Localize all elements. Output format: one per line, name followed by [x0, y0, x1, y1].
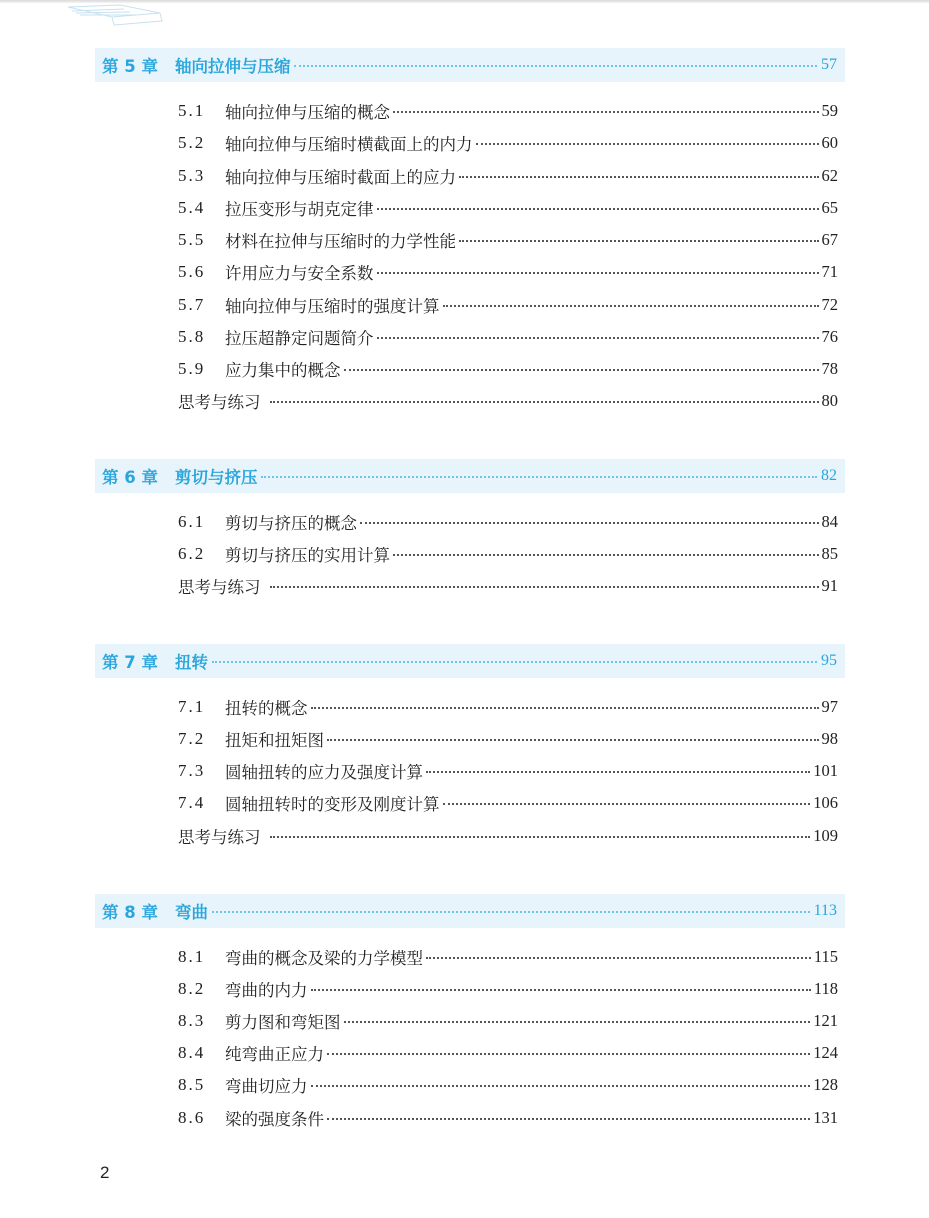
- section-title: 梁的强度条件: [225, 1110, 324, 1129]
- toc-entry[interactable]: [178, 294, 838, 316]
- section-page: 124: [813, 1043, 838, 1062]
- toc-entry[interactable]: [178, 946, 838, 968]
- section-number: 5.8: [178, 327, 206, 346]
- dot-leader: [377, 272, 819, 274]
- chapter-number: 第 8 章: [102, 903, 158, 922]
- toc-entry[interactable]: [178, 728, 838, 750]
- toc-entry[interactable]: [178, 165, 838, 187]
- section-page: 78: [821, 359, 838, 378]
- page-number: 2: [100, 1163, 110, 1182]
- toc-exercise-entry[interactable]: [178, 825, 838, 847]
- dot-leader: [270, 586, 819, 588]
- dot-leader: [360, 522, 819, 524]
- section-number: 7.4: [178, 793, 206, 812]
- section-page: 62: [821, 166, 838, 185]
- dot-leader: [261, 476, 817, 478]
- toc-entry[interactable]: [178, 1107, 838, 1129]
- chapter-number: 第 6 章: [102, 468, 158, 487]
- toc-entry[interactable]: [178, 543, 838, 565]
- exercise-title: 思考与练习: [178, 393, 261, 412]
- section-page: 76: [821, 327, 838, 346]
- section-title: 剪力图和弯矩图: [225, 1013, 341, 1032]
- exercise-page: 109: [813, 826, 838, 845]
- section-page: 115: [813, 947, 838, 966]
- toc-entry[interactable]: [178, 1042, 838, 1064]
- chapter-number: 第 5 章: [102, 57, 158, 76]
- section-page: 85: [821, 544, 838, 563]
- toc-exercise-entry[interactable]: [178, 575, 838, 597]
- toc-entry[interactable]: [178, 1074, 838, 1096]
- section-title: 弯曲的概念及梁的力学模型: [225, 949, 423, 968]
- section-title: 剪切与挤压的概念: [225, 514, 357, 533]
- section-page: 118: [813, 979, 838, 998]
- section-number: 8.5: [178, 1075, 206, 1094]
- chapter-page: 95: [821, 652, 837, 669]
- chapter-heading[interactable]: [95, 48, 845, 82]
- section-title: 许用应力与安全系数: [225, 264, 374, 283]
- dot-leader: [393, 554, 819, 556]
- section-number: 7.3: [178, 761, 206, 780]
- dot-leader: [311, 707, 819, 709]
- toc-entry[interactable]: [178, 511, 838, 533]
- dot-leader: [476, 143, 819, 145]
- dot-leader: [377, 337, 819, 339]
- chapter-heading[interactable]: [95, 894, 845, 928]
- section-title: 扭转的概念: [225, 699, 308, 718]
- section-number: 5.3: [178, 166, 206, 185]
- section-number: 6.1: [178, 512, 206, 531]
- section-title: 弯曲切应力: [225, 1077, 308, 1096]
- section-number: 8.6: [178, 1108, 206, 1127]
- dot-leader: [327, 1118, 810, 1120]
- toc-entry[interactable]: [178, 1010, 838, 1032]
- section-page: 121: [813, 1011, 838, 1030]
- toc-entry[interactable]: [178, 326, 838, 348]
- section-title: 轴向拉伸与压缩时的强度计算: [225, 297, 440, 316]
- toc-entry[interactable]: [178, 197, 838, 219]
- section-number: 5.9: [178, 359, 206, 378]
- chapter-page: 82: [821, 467, 837, 484]
- dot-leader: [443, 803, 811, 805]
- section-page: 84: [821, 512, 838, 531]
- dot-leader: [426, 957, 811, 959]
- dot-leader: [327, 739, 819, 741]
- chapter-title: 剪切与挤压: [174, 468, 258, 487]
- section-title: 轴向拉伸与压缩时截面上的应力: [225, 168, 456, 187]
- section-page: 97: [821, 697, 838, 716]
- dot-leader: [212, 661, 817, 663]
- section-number: 5.7: [178, 295, 206, 314]
- exercise-title: 思考与练习: [178, 828, 261, 847]
- dot-leader: [344, 1021, 811, 1023]
- dot-leader: [459, 240, 819, 242]
- section-title: 纯弯曲正应力: [225, 1045, 324, 1064]
- chapter-number: 第 7 章: [102, 653, 158, 672]
- section-number: 5.6: [178, 262, 206, 281]
- chapter-heading[interactable]: [95, 459, 845, 493]
- exercise-page: 91: [821, 576, 838, 595]
- chapter-title: 轴向拉伸与压缩: [174, 57, 291, 76]
- dot-leader: [459, 176, 819, 178]
- chapter-page: 113: [813, 902, 837, 919]
- section-title: 弯曲的内力: [225, 981, 308, 1000]
- section-page: 101: [813, 761, 838, 780]
- section-title: 应力集中的概念: [225, 361, 341, 380]
- section-number: 5.5: [178, 230, 206, 249]
- section-title: 拉压变形与胡克定律: [225, 200, 374, 219]
- toc-entry[interactable]: [178, 978, 838, 1000]
- dot-leader: [344, 369, 819, 371]
- dot-leader: [426, 771, 810, 773]
- toc-entry[interactable]: [178, 100, 838, 122]
- toc-entry[interactable]: [178, 696, 838, 718]
- section-number: 5.4: [178, 198, 206, 217]
- section-number: 5.1: [178, 101, 206, 120]
- toc-entry[interactable]: [178, 261, 838, 283]
- section-title: 剪切与挤压的实用计算: [225, 546, 390, 565]
- section-number: 6.2: [178, 544, 206, 563]
- toc-entry[interactable]: [178, 358, 838, 380]
- section-title: 轴向拉伸与压缩时横截面上的内力: [225, 135, 473, 154]
- section-number: 8.1: [178, 947, 206, 966]
- section-page: 65: [821, 198, 838, 217]
- dot-leader: [270, 836, 811, 838]
- dot-leader: [311, 1085, 811, 1087]
- section-page: 98: [821, 729, 838, 748]
- dot-leader: [311, 989, 811, 991]
- section-page: 71: [821, 262, 838, 281]
- dot-leader: [443, 305, 819, 307]
- section-title: 扭矩和扭矩图: [225, 731, 324, 750]
- section-title: 拉压超静定问题简介: [225, 329, 374, 348]
- section-page: 106: [813, 793, 838, 812]
- section-number: 8.2: [178, 979, 206, 998]
- chapter-page: 57: [821, 56, 837, 73]
- toc-entry[interactable]: [178, 792, 838, 814]
- section-page: 128: [813, 1075, 838, 1094]
- chapter-title: 弯曲: [174, 903, 208, 922]
- dot-leader: [377, 208, 819, 210]
- section-page: 131: [813, 1108, 838, 1127]
- chapter-title: 扭转: [174, 653, 208, 672]
- section-title: 材料在拉伸与压缩时的力学性能: [225, 232, 456, 251]
- section-number: 8.4: [178, 1043, 206, 1062]
- toc-entry[interactable]: [178, 229, 838, 251]
- section-number: 8.3: [178, 1011, 206, 1030]
- section-page: 60: [821, 133, 838, 152]
- toc-exercise-entry[interactable]: [178, 390, 838, 412]
- section-page: 59: [821, 101, 838, 120]
- dot-leader: [270, 401, 819, 403]
- toc-entry[interactable]: [178, 760, 838, 782]
- section-title: 轴向拉伸与压缩的概念: [225, 103, 390, 122]
- exercise-page: 80: [821, 391, 838, 410]
- exercise-title: 思考与练习: [178, 578, 261, 597]
- dot-leader: [212, 911, 810, 913]
- section-number: 7.1: [178, 697, 206, 716]
- section-page: 72: [821, 295, 838, 314]
- dot-leader: [327, 1053, 810, 1055]
- toc-entry[interactable]: [178, 132, 838, 154]
- section-title: 圆轴扭转时的变形及刚度计算: [225, 795, 440, 814]
- section-page: 67: [821, 230, 838, 249]
- dot-leader: [393, 111, 819, 113]
- corner-decoration-icon: [60, 3, 170, 29]
- section-number: 5.2: [178, 133, 206, 152]
- chapter-heading[interactable]: [95, 644, 845, 678]
- section-title: 圆轴扭转的应力及强度计算: [225, 763, 423, 782]
- section-number: 7.2: [178, 729, 206, 748]
- dot-leader: [294, 65, 817, 67]
